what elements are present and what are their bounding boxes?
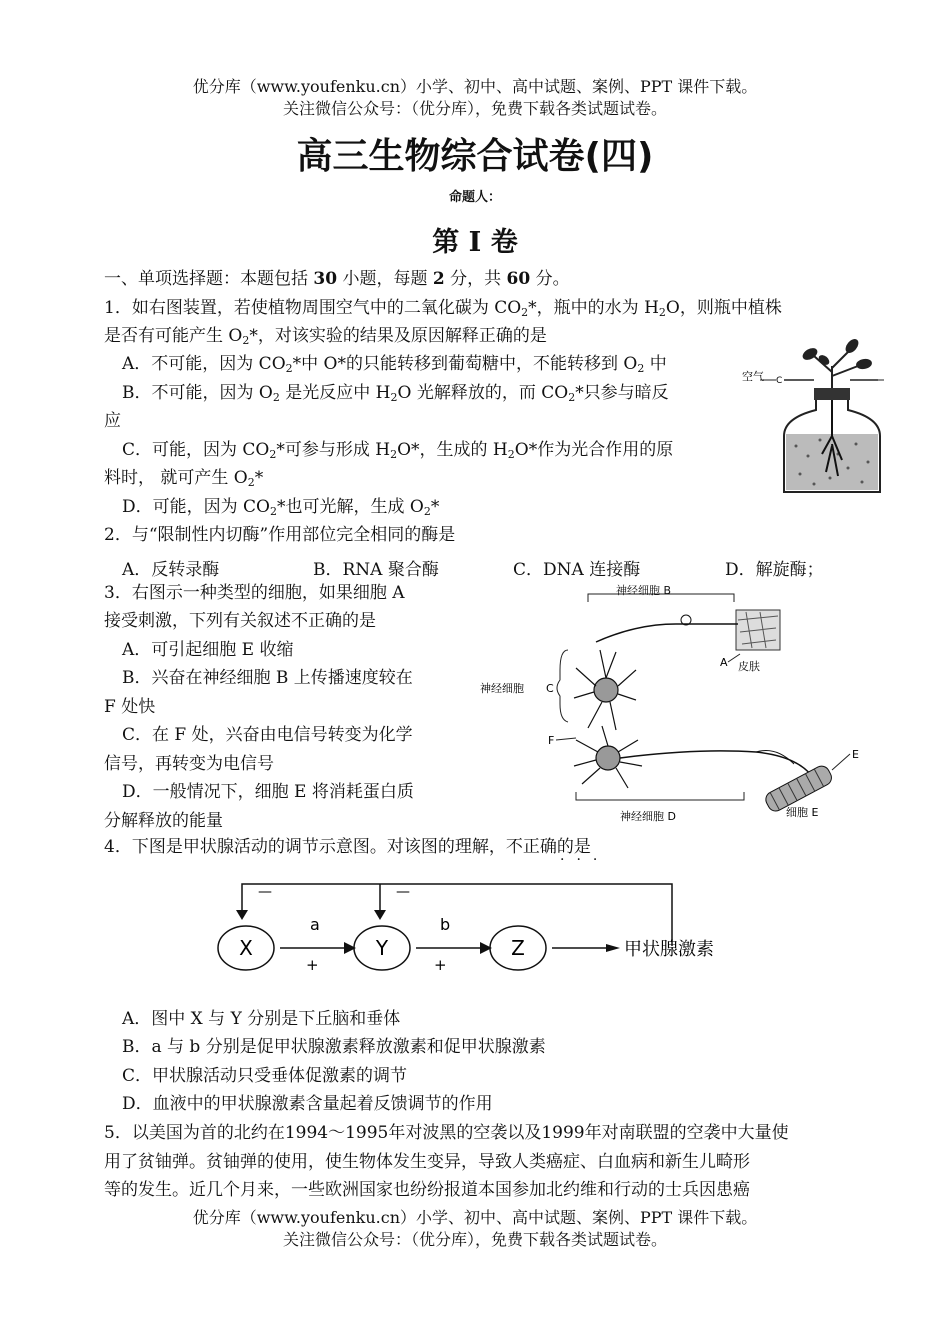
feedback-arrow-x [236,910,248,920]
thyroid-hormone-label: 甲状腺激素 [624,939,714,960]
q1-stem-line-1: 1．如右图装置，若使植物周围空气中的二氧化碳为 $CO_2*$，瓶中的水为 $H_2O$，则瓶中植株 [104,298,782,319]
nerve-d-label: 神经细胞 D [620,810,676,823]
nerve-b-label: 神经细胞 B [616,584,672,597]
leaf [843,337,861,356]
q1-option-d: D．可能，因为 $CO_2*$也可光解，生成 $O_2*$ [122,497,440,518]
axon-b [596,624,738,642]
q1-option-c: C．可能，因为 $CO_2*$可参与形成 $H_2O*$，生成的 $H_2O*$作为光合作用的原 [122,440,674,461]
label-b: b [440,915,451,934]
q2-option-c: C．DNA 连接酶 [513,560,641,580]
nerve-c-label: 神经细胞 [480,682,524,695]
node-y-label: Y [375,936,389,960]
minus-sign-y: — [396,884,410,900]
e-label: E [852,748,859,761]
q1-option-a: A．不可能，因为 $CO_2*$中 O*的只能转移到葡萄糖中，不能转移到 $O_2$ 中 [122,354,667,375]
page-header-line-2: 关注微信公众号：（优分库），免费下载各类试题试卷。 [282,99,667,118]
q3-option-c: C．在 F 处，兴奋由电信号转变为化学 [122,725,413,745]
q5-line-2: 用了贫铀弹。贫铀弹的使用，使生物体发生变异，导致人类癌症、白血病和新生儿畸形 [104,1152,750,1172]
page-title: 高三生物综合试卷(四) [296,136,654,177]
c-label: C [546,682,554,695]
q1-option-b: B．不可能，因为 $O_2$ 是光反应中 $H_2O$ 光解释放的，而 $CO_2*$只参与暗反 [122,383,669,404]
q5-line-1: 5．以美国为首的北约在1994～1995年对波黑的空袭以及1999年对南联盟的空袭中大量使 [104,1123,789,1143]
q4-option-a: A．图中 X 与 Y 分别是下丘脑和垂体 [122,1009,401,1029]
q3-stem-line-2: 接受刺激，下列有关叙述不正确的是 [104,611,376,631]
skin-label: 皮肤 [738,660,760,673]
q3-stem-line-1: 3．右图示一种类型的细胞，如果细胞 A [104,583,405,603]
a-label: A [720,656,728,669]
axon-d [620,751,812,776]
q5-line-3: 等的发生。近几个月来，一些欧洲国家也纷纷报道本国参加北约维和行动的士兵因患癌 [104,1180,750,1200]
thyroid-regulation-diagram [200,872,740,982]
q3-option-d-cont: 分解释放的能量 [104,811,223,831]
f-label: F [548,734,555,747]
q2-option-d: D．解旋酶； [725,560,824,580]
q4-option-c: C．甲状腺活动只受垂体促激素的调节 [122,1066,408,1086]
emphasis-dots: ··· [560,852,610,868]
page-footer-line-2: 关注微信公众号：（优分库），免费下载各类试题试卷。 [282,1230,667,1249]
q3-option-b: B．兴奋在神经细胞 B 上传播速度较在 [122,668,413,688]
page-header-line-1: 优分库（www.youfenku.cn）小学、初中、高中试题、案例、PPT 课件下载。 [192,77,758,96]
q4-option-d: D．血液中的甲状腺激素含量起着反馈调节的作用 [122,1094,493,1114]
feedback-arrow-y [374,910,386,920]
q4-option-b: B．a 与 b 分别是促甲状腺激素释放激素和促甲状腺激素 [122,1037,546,1057]
soil [786,434,878,490]
plus-a: + [306,956,319,974]
leaf [801,346,820,363]
node-z-label: Z [511,936,525,960]
q2-stem: 2．与“限制性内切酶”作用部位完全相同的酶是 [104,525,456,545]
minus-sign-x: — [258,884,272,900]
svg-text:C: C [776,376,783,386]
neuron-figure [476,580,868,826]
plus-b: + [434,956,447,974]
plant-bottle-figure [738,336,888,496]
label-a: a [310,915,320,934]
cell-e-label: 细胞 E [786,806,819,819]
neuron-cell-body-upper [574,650,636,730]
author-line: 命题人： [448,190,501,205]
leaf [855,358,872,371]
q3-option-d: D．一般情况下，细胞 E 将消耗蛋白质 [122,782,414,802]
q1-option-c-cont: 料时， 就可产生 $O_2*$ [104,468,264,489]
feedback-line [242,884,672,946]
bottle-stopper [814,388,850,400]
node-x-label: X [239,936,253,960]
q2-option-b: B．RNA 聚合酶 [313,560,439,580]
q3-option-c-cont: 信号，再转变为电信号 [104,754,274,774]
q2-option-a: A．反转录酶 [122,560,220,580]
q1-option-b-cont: 应 [104,411,121,431]
page-footer-line-1: 优分库（www.youfenku.cn）小学、初中、高中试题、案例、PPT 课件下载。 [192,1208,758,1227]
q3-option-a: A．可引起细胞 E 收缩 [122,640,294,660]
q4-stem: 4．下图是甲状腺活动的调节示意图。对该图的理解，不正确的是 [104,837,591,857]
section-heading: 一、单项选择题：本题包括 30 小题，每题 2 分，共 60 分。 [104,269,570,289]
q3-option-b-cont: F 处快 [104,697,156,717]
volume-heading: 第 I 卷 [432,227,518,258]
q1-stem-line-2: 是否有可能产生 $O_2*$，对该实验的结果及原因解释正确的是 [104,326,547,347]
air-label: 空气 [742,370,764,383]
